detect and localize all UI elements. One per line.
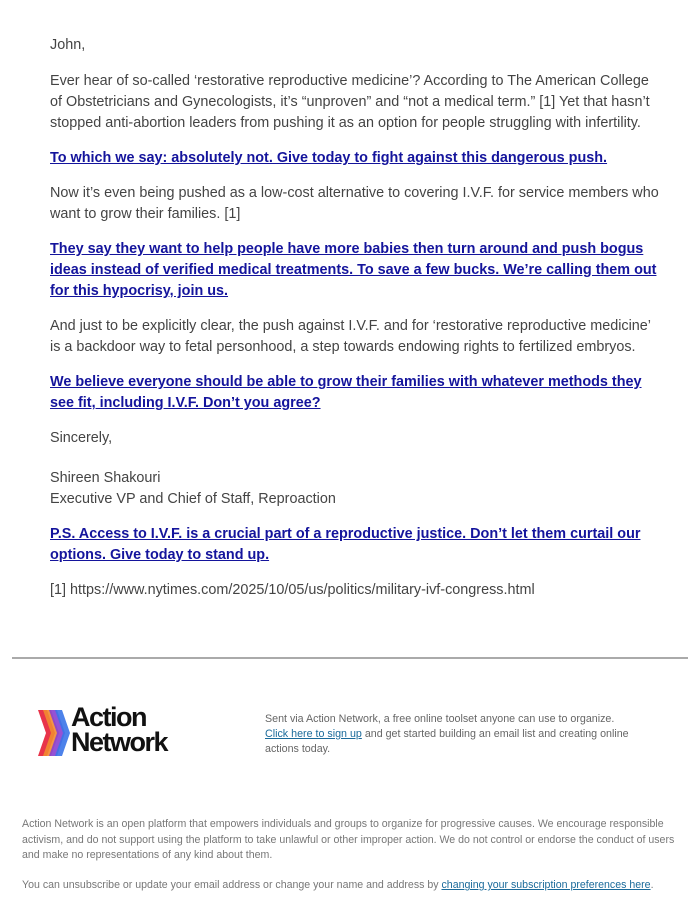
join-link[interactable]: They say they want to help people have more babies then turn around and push bogus ideas instead of verified medical treatments. To save a few bucks. We’re calling them out for this hypocrisy, join us. <box>50 241 657 299</box>
logo-wordmark <box>71 702 168 757</box>
disclaimer: Action Network is an open platform that empowers individuals and groups to organize for progressive causes. We encourage responsible activism, and do not support using the platform to take unlawful or other improper action. We do not control or endorse the conduct of users and make no representations of any kind about them. <box>22 818 675 861</box>
sent-via-notice <box>265 712 635 757</box>
sent-via-text: Sent via Action Network, a free online toolset anyone can use to organize. <box>265 713 615 725</box>
unsubscribe-end: . <box>650 879 654 891</box>
footer-divider <box>12 657 688 659</box>
ps-donate-link[interactable]: P.S. Access to I.V.F. is a crucial part of a reproductive justice. Don’t let them curtail our options. Give today to stand up. <box>50 526 641 563</box>
paragraph-3: And just to be explicitly clear, the push against I.V.F. and for ‘restorative reproductive medicine’ is a backdoor way to fetal personhood, a step towards endowing rights to fertilized embryos. <box>50 318 651 355</box>
signup-rest: and get started building an email list and creating online actions today. <box>265 728 629 755</box>
paragraph-1: Ever hear of so-called ‘restorative reproductive medicine’? According to The American College of Obstetricians and Gynecologists, it’s “unproven” and “not a medical term.” [1] Yet that hasn’t stopped anti-abortion leaders from pushing it as an option for people struggling with infertility. <box>50 73 650 131</box>
paragraph-2: Now it’s even being pushed as a low-cost alternative to covering I.V.F. for service members who want to grow their families. [1] <box>50 185 659 222</box>
email-body <box>50 32 660 601</box>
logo-line-1: Action <box>71 702 146 732</box>
signer-title: Executive VP and Chief of Staff, Reproaction <box>50 491 336 507</box>
agree-link[interactable]: We believe everyone should be able to grow their families with whatever methods they see fit, including I.V.F. Don’t you agree? <box>50 374 642 411</box>
unsubscribe-text: You can unsubscribe or update your email address or change your name and address by <box>22 879 442 891</box>
greeting: John, <box>50 37 86 53</box>
subscription-preferences-link[interactable]: changing your subscription preferences here <box>441 879 651 891</box>
footnote: [1] https://www.nytimes.com/2025/10/05/us/politics/military-ivf-congress.html <box>50 582 535 598</box>
closing: Sincerely, <box>50 430 113 446</box>
unsubscribe-notice <box>22 878 682 893</box>
logo-line-2: Network <box>71 727 168 757</box>
signup-link[interactable]: Click here to sign up <box>265 728 362 740</box>
signer-name: Shireen Shakouri <box>50 470 161 486</box>
donate-link-1[interactable]: To which we say: absolutely not. Give today to fight against this dangerous push. <box>50 150 608 166</box>
logo-chevrons-icon <box>38 710 70 756</box>
action-network-logo[interactable] <box>38 702 208 758</box>
